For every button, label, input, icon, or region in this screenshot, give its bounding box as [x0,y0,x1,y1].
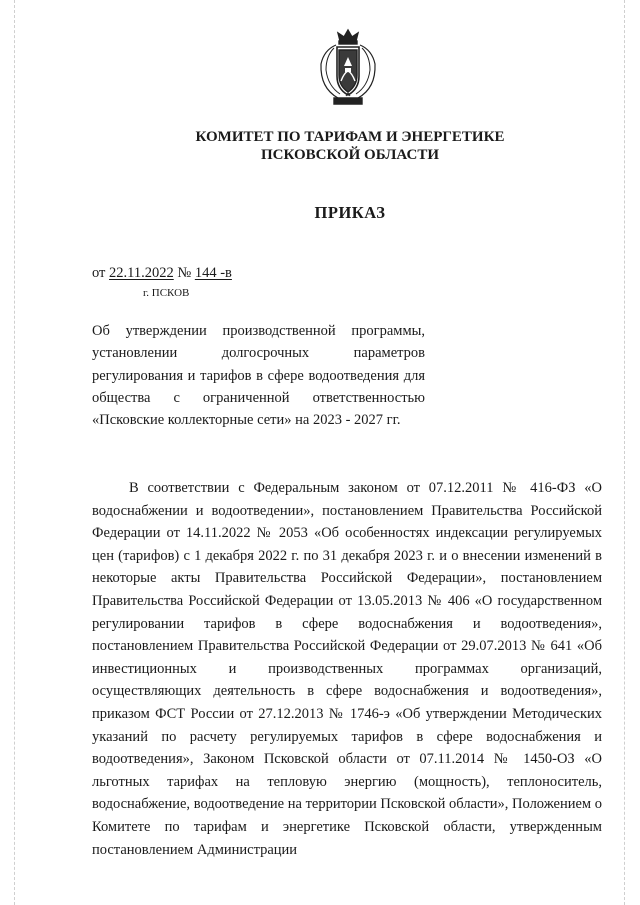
document-subject: Об утверждении производственной программы, установлении долгосрочных параметров регулирования и тарифов в сфере водоотведения для общества с ограниченной ответственностью «Псковские коллекторные сети» на 2023 - 2027 гг. [92,323,425,429]
organization-line-2: ПСКОВСКОЙ ОБЛАСТИ [260,147,440,163]
date-number-line [92,265,232,282]
coat-of-arms-icon [316,26,380,110]
document-date: 22.11.2022 [109,265,174,281]
organization-name [150,128,550,164]
number-prefix: № [177,265,192,281]
scan-edge-right [624,0,626,905]
scan-edge-left [14,0,16,905]
document-body: В соответствии с Федеральным законом от 07.12.2011 № 416-ФЗ «О водоснабжении и водоотведении», постановлением Правительства Российской Федерации от 14.11.2022 № 2053 «Об особенностях индексации регулируемых цен (тарифов) с 1 декабря 2022 г. по 31 декабря 2023 г. и о внесении изменений в некоторые акты Правительства Российской Федерации», постановлением Правительства Российской Федерации от 13.05.2013 № 406 «О государственном регулировании тарифов в сфере водоснабжения и водоотведения», постановлением Правительства Российской Федерации от 29.07.2013 № 641 «Об инвестиционных и производственных программах организаций, осуществляющих деятельность в сфере водоснабжения и водоотведения», приказом ФСТ России от 27.12.2013 № 1746-э «Об утверждении Методических указаний по расчету регулируемых тарифов в сфере водоснабжения и водоотведения», Законом Псковской области от 07.11.2014 № 1450-ОЗ «О льготных тарифах на тепловую энергию (мощность), теплоноситель, водоснабжение, водоотведение на территории Псковской области», Положением о Комитете по тарифам и энергетике Псковской области, утвержденным постановлением Администрации [92,480,602,858]
document-number: 144 -в [194,265,232,281]
date-prefix: от [92,265,106,281]
city-label: г. ПСКОВ [143,287,190,299]
organization-line-1: КОМИТЕТ ПО ТАРИФАМ И ЭНЕРГЕТИКЕ [195,129,505,145]
document-type: ПРИКАЗ [314,203,386,222]
